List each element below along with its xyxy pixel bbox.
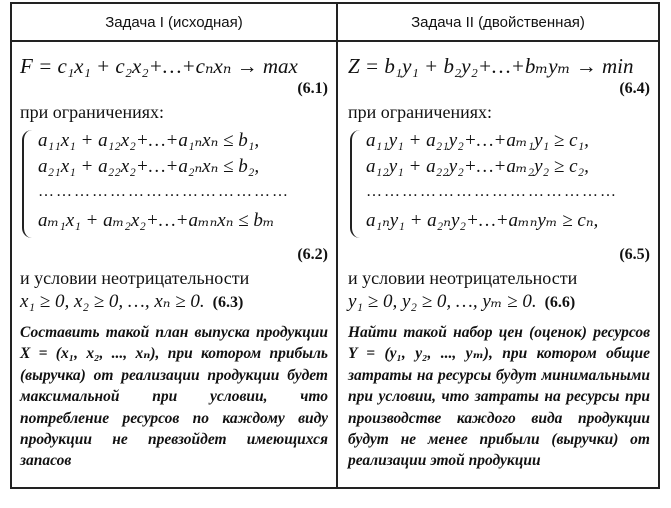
dual-constraints — [348, 128, 650, 246]
header-left: Задача I (исходная) — [105, 13, 243, 31]
primal-nonneg — [20, 290, 328, 316]
primal-description: Составить такой план выпуска продукции X = (x₁, x₂, ..., xₙ), при котором прибыль (выручка) от реализации продукции будет максимальной при условии, что потребление ресурсов по каждому виду продукции не превзойдет имеющихся запасов — [20, 324, 328, 470]
primal-nonneg-label: и условии неотрицательности — [20, 268, 250, 288]
eq-6-6: (6.6) — [544, 294, 576, 311]
eq-6-4: (6.4) — [619, 80, 650, 97]
dual-nonneg-label: и условии неотрицательности — [348, 268, 578, 288]
primal-constraint-1: a₁₁x₁ + a₁₂x₂+…+a₁ₙxₙ ≤ b₁, — [38, 130, 260, 151]
dual-problems-table — [10, 2, 660, 489]
dual-problem-column — [338, 42, 658, 489]
primal-constraint-2: a₂₁x₁ + a₂₂x₂+…+a₂ₙxₙ ≤ b₂, — [38, 156, 260, 177]
dual-description: Найти такой набор цен (оценок) ресурсов Y = (y₁, y₂, ..., yₘ), при котором общие затраты на ресурсы будут минимальными при условии, что затраты на ресурсы при производстве каждого вида продукции будут не менее прибыли (выручки) от реализации этой продукции — [348, 324, 650, 470]
eq-6-2: (6.2) — [297, 246, 328, 263]
primal-constraints-label: при ограничениях: — [20, 102, 164, 122]
header-right: Задача II (двойственная) — [411, 13, 585, 31]
dual-nonneg — [348, 290, 650, 316]
dual-constraint-2: a₁₂y₁ + a₂₂y₂+…+aₘ₂y₂ ≥ c₂, — [366, 156, 589, 177]
eq-6-1: (6.1) — [297, 80, 328, 97]
primal-constraints — [20, 128, 328, 246]
dual-constraint-1: a₁₁y₁ + a₂₁y₂+…+aₘ₁y₁ ≥ c₁, — [366, 130, 589, 151]
primal-nonneg-text: x₁ ≥ 0, x₂ ≥ 0, …, xₙ ≥ 0. — [20, 291, 205, 312]
primal-objective: F = c₁x₁ + c₂x₂+…+cₙxₙ → max — [20, 54, 298, 78]
eq-6-5: (6.5) — [619, 246, 650, 263]
dual-constraints-label: при ограничениях: — [348, 102, 492, 122]
left-brace-icon — [22, 130, 34, 238]
dual-objective: Z = b₁y₁ + b₂y₂+…+bₘyₘ → min — [348, 54, 634, 78]
eq-6-3: (6.3) — [212, 294, 244, 311]
primal-constraint-dots: …………………………………… — [38, 183, 290, 200]
primal-constraint-m: aₘ₁x₁ + aₘ₂x₂+…+aₘₙxₙ ≤ bₘ — [38, 210, 275, 231]
dual-constraint-n: a₁ₙy₁ + a₂ₙy₂+…+aₘₙyₘ ≥ cₙ, — [366, 210, 599, 231]
primal-problem-column — [12, 42, 336, 489]
left-brace-icon — [350, 130, 362, 238]
dual-constraint-dots: …………………………………… — [366, 183, 618, 200]
dual-nonneg-text: y₁ ≥ 0, y₂ ≥ 0, …, yₘ ≥ 0. — [348, 291, 537, 312]
